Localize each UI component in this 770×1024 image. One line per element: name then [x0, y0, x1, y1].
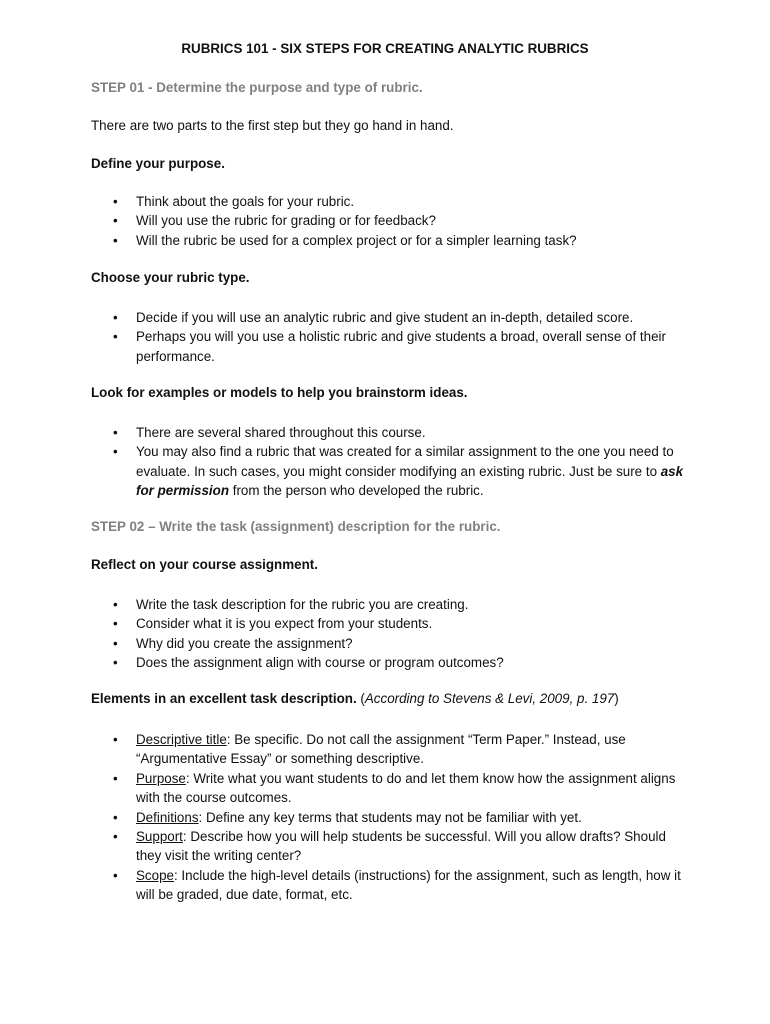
list-item: • Perhaps you will you use a holistic rubric and give students a broad, overall sense of their performance. [113, 329, 666, 364]
purpose-term: Purpose [136, 770, 186, 786]
reflect-list [91, 595, 691, 673]
examples-list [91, 423, 691, 501]
bullet-icon: • [113, 310, 118, 325]
define-purpose-heading: Define your purpose. [91, 156, 225, 171]
elements-citation: According to Stevens & Levi, 2009, p. 197 [364, 691, 615, 706]
ask-permission-emphasis: ask for permission [136, 463, 684, 499]
scope-term: Scope [136, 867, 174, 883]
step-01-heading: STEP 01 - Determine the purpose and type of rubric. [91, 80, 423, 95]
list-item: • Think about the goals for your rubric. [91, 192, 691, 211]
list-item: • Definitions: Define any key terms that students may not be familiar with yet. [91, 808, 691, 827]
elements-heading-line: Elements in an excellent task description. (According to Stevens & Levi, 2009, p. 197) [91, 691, 619, 706]
bullet-icon: • [113, 616, 118, 632]
bullet-icon: • [113, 213, 118, 229]
bullet-icon: • [113, 194, 118, 209]
reflect-heading: Reflect on your course assignment. [91, 557, 318, 572]
bullet-icon: • [113, 329, 118, 345]
examples-heading: Look for examples or models to help you brainstorm ideas. [91, 385, 468, 400]
list-item: • Will the rubric be used for a complex project or for a simpler learning task? [91, 231, 691, 250]
bullet-icon: • [113, 444, 118, 460]
bullet-icon: • [113, 809, 118, 825]
list-item: • Does the assignment align with course or program outcomes? [91, 653, 691, 672]
list-item: • Scope: Include the high-level details (instructions) for the assignment, such as length, how it will be graded, due date, format, etc. [113, 867, 681, 903]
bullet-icon: • [113, 770, 118, 786]
definitions-term: Definitions [136, 809, 199, 825]
document-title: RUBRICS 101 - SIX STEPS FOR CREATING ANALYTIC RUBRICS [181, 41, 589, 56]
bullet-icon: • [113, 655, 118, 671]
list-item: • You may also find a rubric that was created for a similar assignment to the one you need to evaluate. In such cases, you might consider modifying an existing rubric. Just be sure to ask for permission from the person who developed the rubric. [113, 444, 684, 499]
list-item: • Support: Describe how you will help students be successful. Will you allow drafts? Should they visit the writing center? [113, 829, 666, 864]
descriptive-title-term: Descriptive title [136, 732, 227, 747]
step-01-intro: There are two parts to the first step but they go hand in hand. [91, 118, 454, 133]
list-item: • Will you use the rubric for grading or for feedback? [91, 211, 691, 230]
purpose-list [91, 192, 691, 250]
bullet-icon: • [113, 635, 118, 651]
list-item: • Descriptive title: Be specific. Do not call the assignment “Term Paper.” Instead, use “Argumentative Essay” or something descriptive. [113, 732, 626, 767]
bullet-icon: • [113, 732, 118, 747]
elements-heading: Elements in an excellent task description. [91, 691, 357, 706]
support-term: Support [136, 829, 183, 845]
bullet-icon: • [113, 867, 118, 883]
list-item: • Consider what it is you expect from your students. [91, 614, 691, 633]
bullet-icon: • [113, 425, 118, 440]
bullet-icon: • [113, 597, 118, 612]
list-item: • Write the task description for the rubric you are creating. [91, 595, 691, 614]
rubric-type-heading: Choose your rubric type. [91, 270, 250, 285]
step-02-heading: STEP 02 – Write the task (assignment) description for the rubric. [91, 519, 501, 534]
list-item: • Why did you create the assignment? [91, 634, 691, 653]
bullet-icon: • [113, 232, 118, 248]
elements-list [91, 730, 691, 905]
bullet-icon: • [113, 829, 118, 845]
list-item: • There are several shared throughout this course. [91, 423, 691, 442]
list-item: • Decide if you will use an analytic rubric and give student an in-depth, detailed score. [91, 308, 691, 327]
rubric-type-list [91, 308, 691, 366]
list-item: • Purpose: Write what you want students to do and let them know how the assignment aligns with the course outcomes. [113, 770, 676, 806]
